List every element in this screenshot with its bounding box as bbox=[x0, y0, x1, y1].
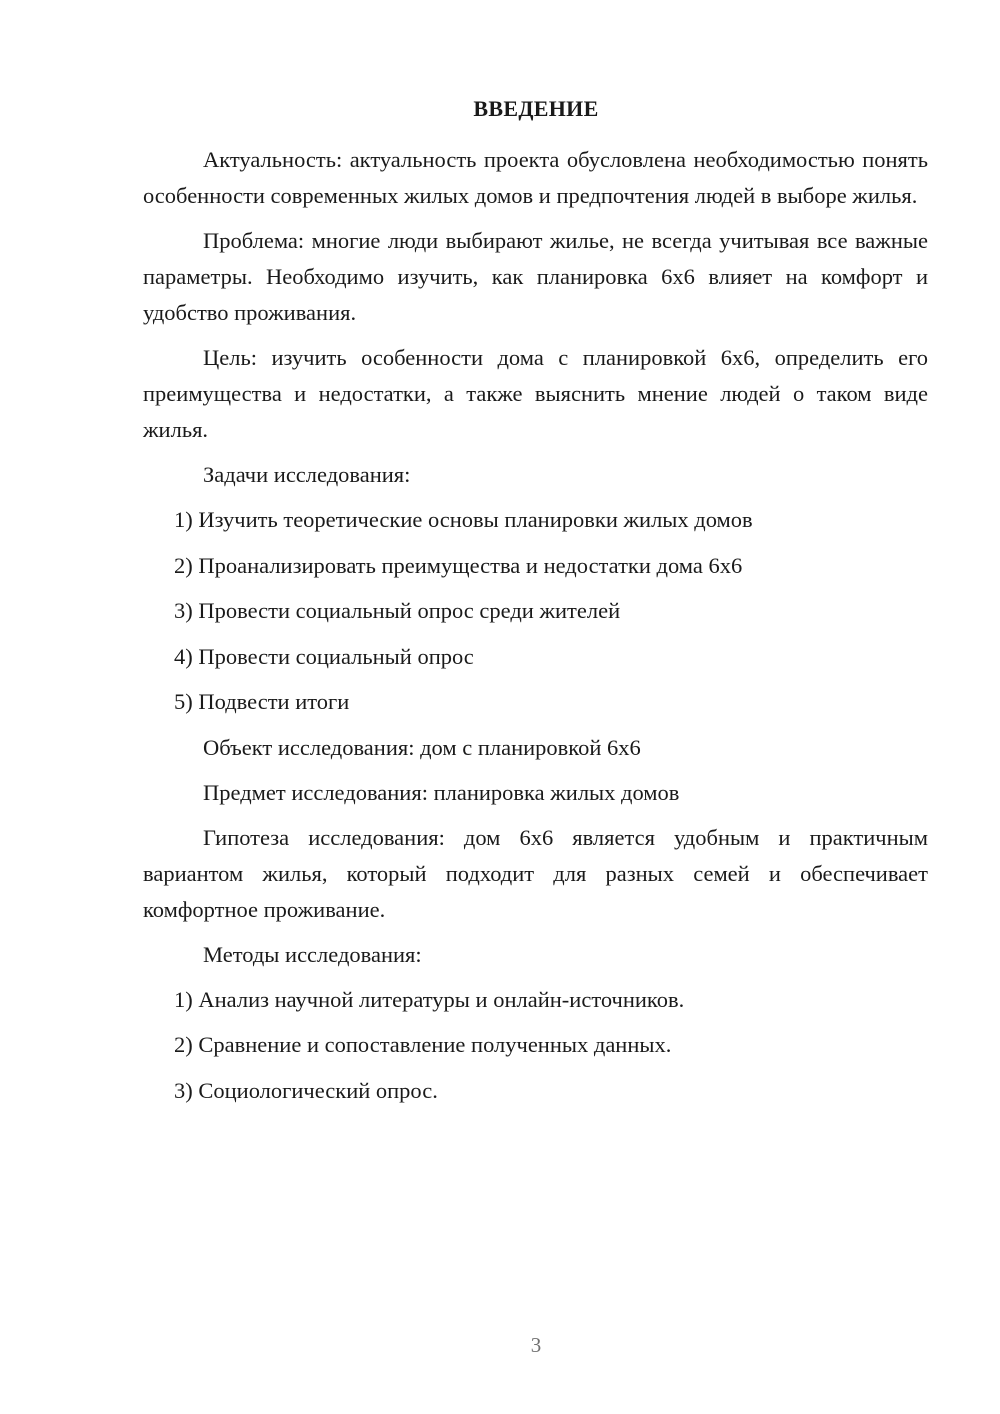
list-item: 1) Анализ научной литературы и онлайн-источников. bbox=[174, 986, 685, 1012]
tasks-heading: Задачи исследования: bbox=[203, 462, 411, 487]
list-item: 3) Провести социальный опрос среди жителей bbox=[174, 598, 621, 623]
tasks-list bbox=[143, 502, 928, 720]
page-number: 3 bbox=[530, 1333, 542, 1357]
methods-list bbox=[143, 982, 928, 1109]
hypothesis-paragraph: Гипотеза исследования: дом 6х6 является удобным и практичным вариантом жилья, который подходит для разных семей и обеспечивает комфортное проживание. bbox=[143, 824, 928, 922]
subject-paragraph: Предмет исследования: планировка жилых домов bbox=[203, 779, 680, 805]
page-title: ВВЕДЕНИЕ bbox=[473, 96, 599, 121]
list-item: 2) Проанализировать преимущества и недостатки дома 6х6 bbox=[174, 552, 743, 578]
list-item: 2) Сравнение и сопоставление полученных данных. bbox=[174, 1032, 672, 1057]
list-item: 4) Провести социальный опрос bbox=[174, 643, 474, 669]
relevance-paragraph: Актуальность: актуальность проекта обусловлена необходимостью понять особенности современных жилых домов и предпочтения людей в выборе жилья. bbox=[143, 147, 928, 208]
document-body bbox=[143, 142, 928, 1118]
object-paragraph: Объект исследования: дом с планировкой 6х6 bbox=[203, 734, 641, 760]
list-item: 3) Социологический опрос. bbox=[174, 1077, 438, 1103]
methods-heading: Методы исследования: bbox=[203, 941, 422, 967]
problem-paragraph: Проблема: многие люди выбирают жилье, не всегда учитывая все важные параметры. Необходимо изучить, как планировка 6х6 влияет на комфорт и удобство проживания. bbox=[143, 228, 928, 325]
list-item: 1) Изучить теоретические основы планировки жилых домов bbox=[174, 507, 753, 532]
list-item: 5) Подвести итоги bbox=[174, 689, 350, 714]
goal-paragraph: Цель: изучить особенности дома с планировкой 6х6, определить его преимущества и недостатки, а также выяснить мнение людей о таком виде жилья. bbox=[143, 345, 928, 442]
